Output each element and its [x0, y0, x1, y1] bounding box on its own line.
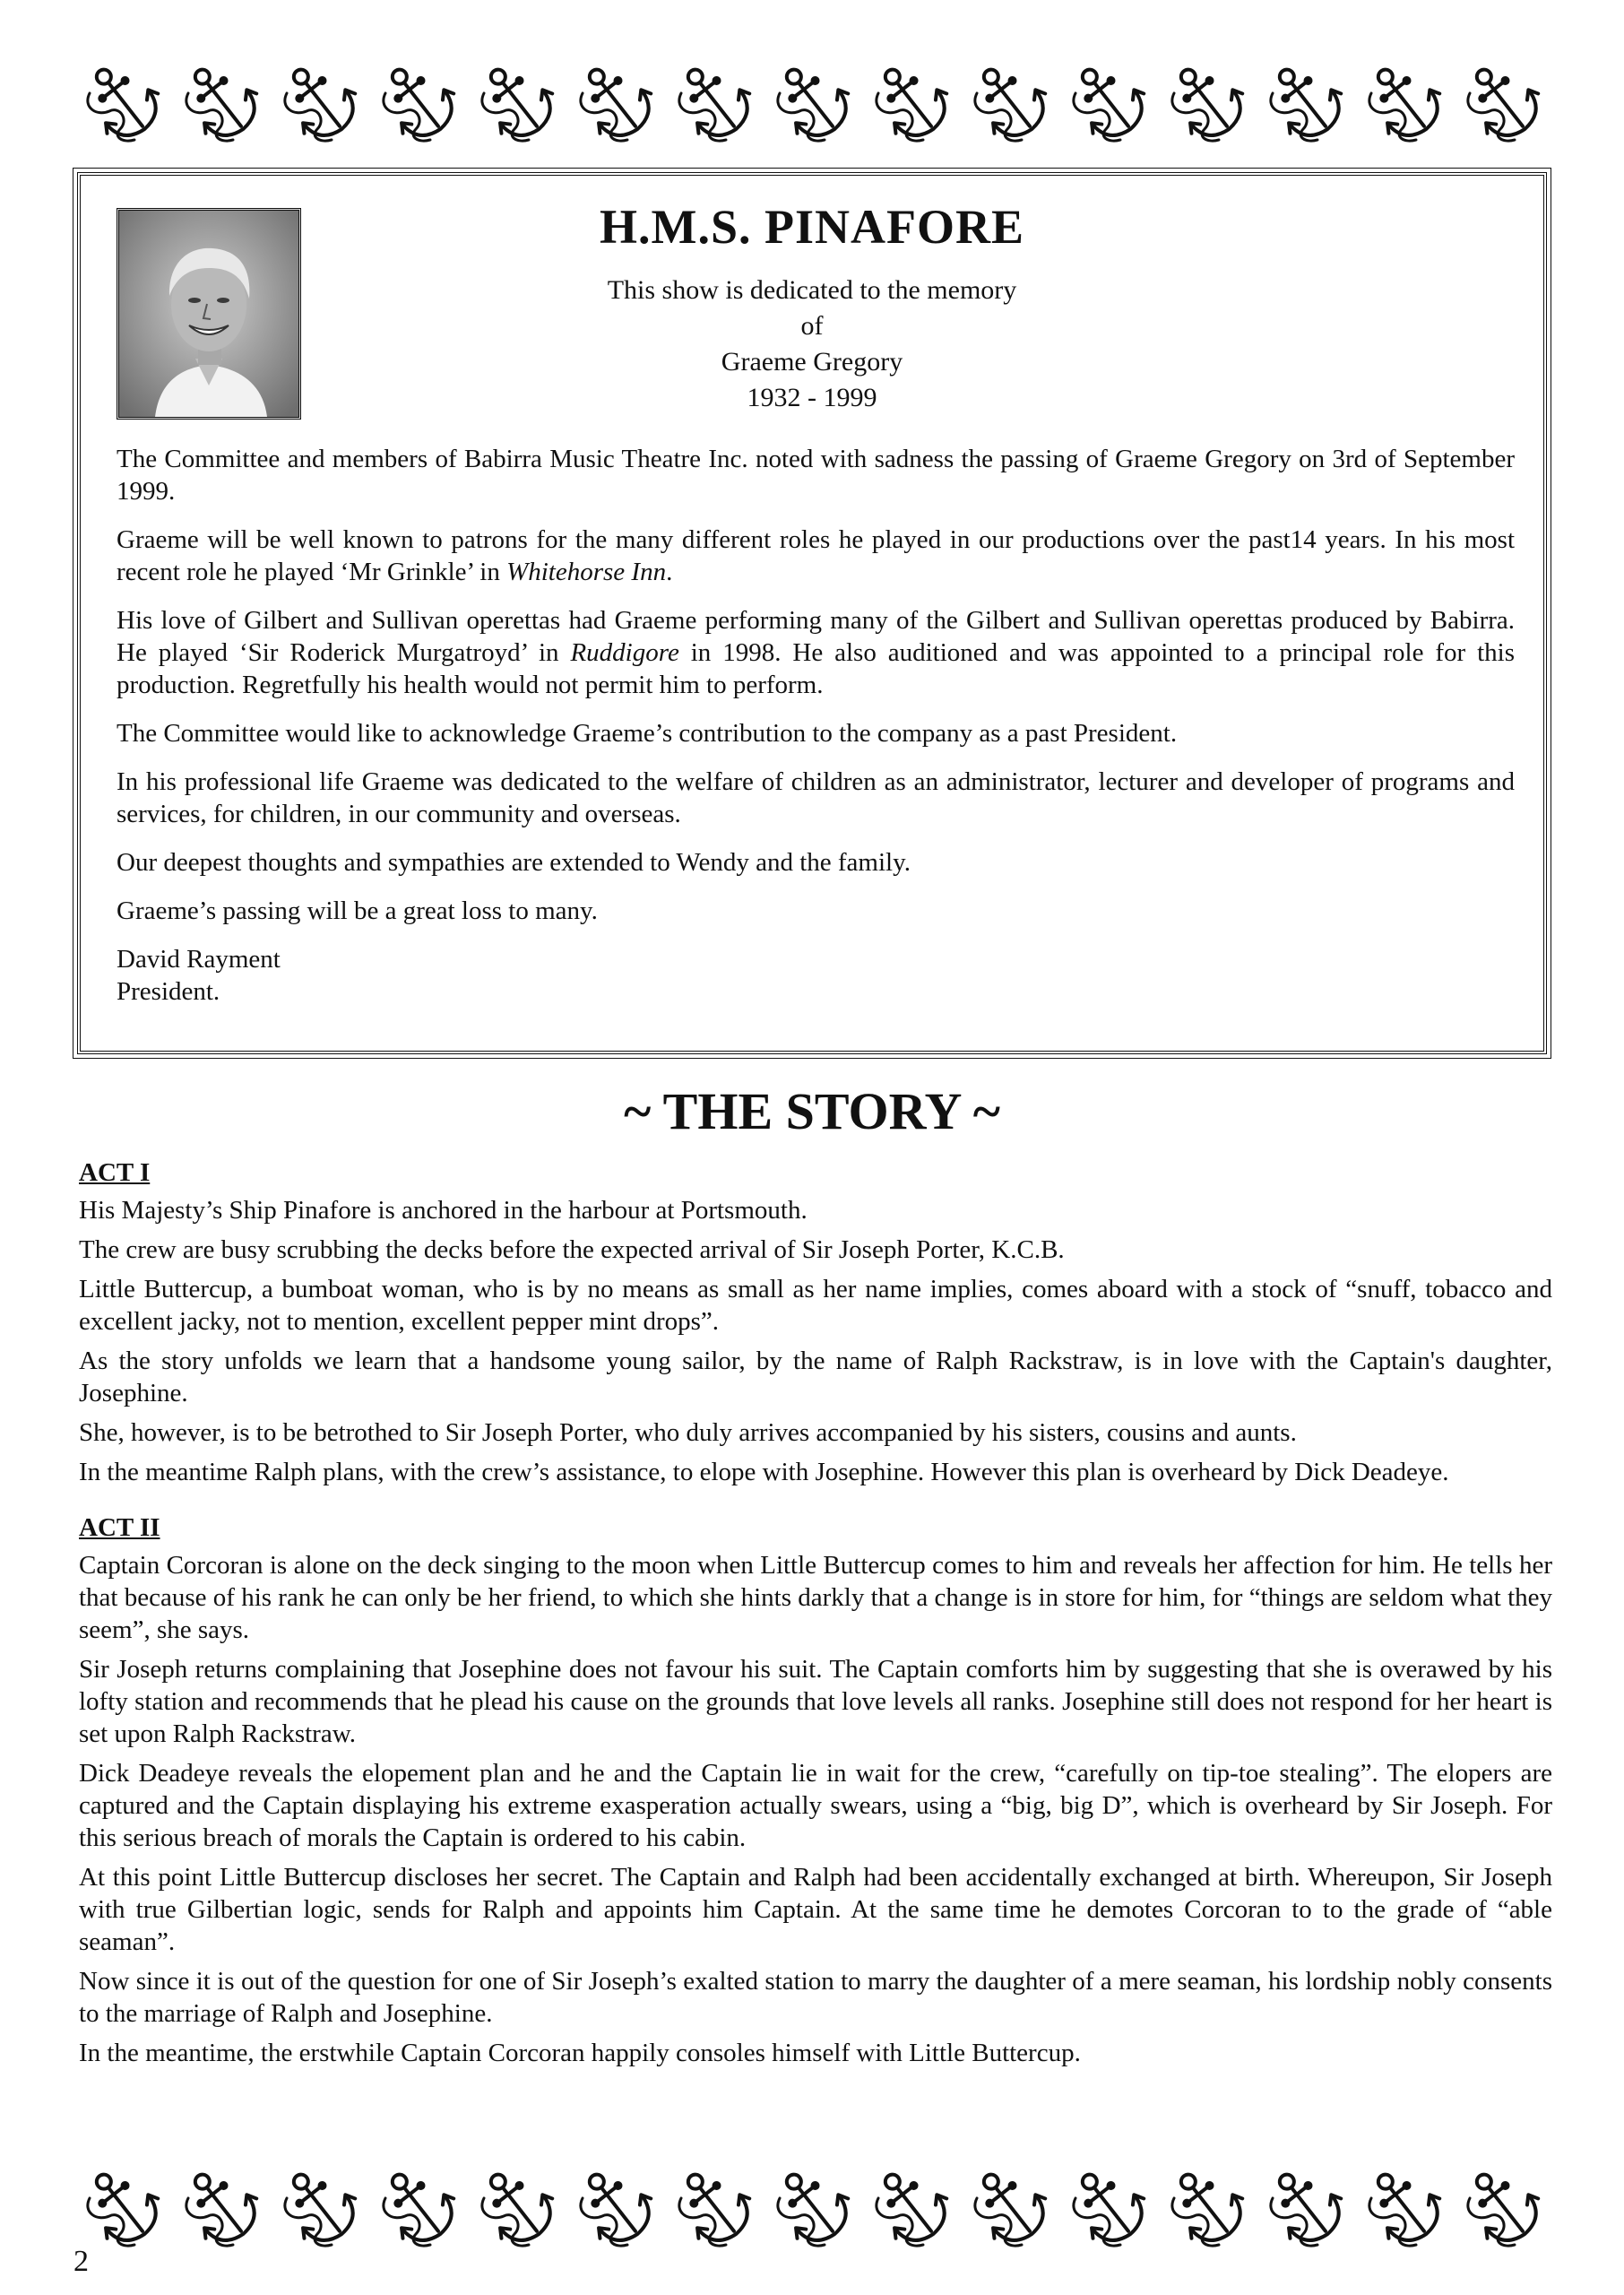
memorial-paragraph: The Committee and members of Babirra Music Theatre Inc. noted with sadness the passing of Graeme Gregory on 3rd of September 1999. [117, 445, 1515, 506]
memorial-paragraph: The Committee would like to acknowledge Graeme’s contribution to the company as a past President. [117, 719, 1178, 748]
story-paragraph: As the story unfolds we learn that a handsome young sailor, by the name of Ralph Rackstraw, is in love with the Captain's daughter, Josephine. [79, 1347, 1552, 1407]
anchor-icon [473, 57, 563, 147]
anchor-icon [375, 57, 464, 147]
dedicatee-name: Graeme Gregory [721, 347, 903, 377]
anchor-icon [868, 57, 957, 147]
page-number: 2 [73, 2245, 89, 2278]
memorial-paragraph: Graeme will be well known to patrons for the many different roles he played in our productions over the past14 years. In his most recent role he played ‘Mr Grinkle’ in Whitehorse Inn. [117, 525, 1515, 586]
dedication-line: This show is dedicated to the memory [607, 275, 1017, 305]
anchor-icon [375, 2162, 464, 2252]
top-anchor-border [79, 57, 1549, 147]
anchor-icon [966, 57, 1056, 147]
story-section [79, 1156, 1552, 2076]
story-paragraph: In the meantime Ralph plans, with the crew’s assistance, to elope with Josephine. However this plan is overheard by Dick Deadeye. [79, 1458, 1449, 1486]
anchor-icon [769, 57, 859, 147]
anchor-icon [276, 2162, 366, 2252]
memorial-box [77, 172, 1547, 1054]
story-paragraph: Dick Deadeye reveals the elopement plan and he and the Captain lie in wait for the crew, “carefully on tip-toe stealing”. The elopers are captured and the Captain displaying his extreme exasperation actually swears, using a “big, big D”, which is overheard by Sir Joseph. For this serious breach of morals the Captain is ordered to his cabin. [79, 1759, 1552, 1852]
anchor-icon [1065, 2162, 1154, 2252]
story-paragraph: Captain Corcoran is alone on the deck singing to the moon when Little Buttercup comes to him and reveals her affection for him. He tells her that because of his rank he can only be her friend, to which she hints darkly that a change is in store for him, for “things are seldom what they seem”, she says. [79, 1551, 1552, 1644]
work-title: Ruddigore [570, 638, 679, 667]
anchor-icon [1065, 57, 1154, 147]
anchor-icon [1361, 2162, 1450, 2252]
story-paragraph: She, however, is to be betrothed to Sir Joseph Porter, who duly arrives accompanied by his sisters, cousins and aunts. [79, 1418, 1297, 1447]
story-paragraph: Now since it is out of the question for one of Sir Joseph’s exalted station to marry the daughter of a mere seaman, his lordship nobly consents to the marriage of Ralph and Josephine. [79, 1967, 1552, 2028]
act-heading: ACT I [79, 1158, 151, 1187]
story-paragraph: The crew are busy scrubbing the decks before the expected arrival of Sir Joseph Porter, K.C.B. [79, 1235, 1065, 1264]
anchor-icon [1459, 57, 1549, 147]
anchor-icon [79, 57, 168, 147]
anchor-icon [1163, 57, 1253, 147]
anchor-icon [769, 2162, 859, 2252]
anchor-icon [1361, 57, 1450, 147]
anchor-icon [177, 2162, 267, 2252]
anchor-icon [473, 2162, 563, 2252]
anchor-icon [670, 57, 760, 147]
anchor-icon [572, 2162, 661, 2252]
anchor-icon [572, 57, 661, 147]
anchor-icon [868, 2162, 957, 2252]
anchor-icon [177, 57, 267, 147]
anchor-icon [79, 2162, 168, 2252]
story-paragraph: Little Buttercup, a bumboat woman, who is by no means as small as her name implies, comes aboard with a stock of “snuff, tobacco and excellent jacky, not to mention, excellent pepper mint drops”. [79, 1275, 1552, 1336]
anchor-icon [1262, 57, 1352, 147]
show-title: H.M.S. PINAFORE [600, 200, 1024, 254]
memorial-paragraph: His love of Gilbert and Sullivan operettas had Graeme performing many of the Gilbert and Sullivan operettas produced by Babirra. He played ‘Sir Roderick Murgatroyd’ in Ruddigore in 1998. He also auditioned and was appointed to a principal role for this production. Regretfully his health would not permit him to perform. [117, 606, 1515, 699]
dedicatee-years: 1932 - 1999 [747, 383, 877, 412]
anchor-icon [966, 2162, 1056, 2252]
dedication-line: of [800, 311, 824, 341]
anchor-icon [1262, 2162, 1352, 2252]
bottom-anchor-border [79, 2162, 1549, 2252]
story-heading: ~ THE STORY ~ [624, 1082, 1000, 1140]
anchor-icon [276, 57, 366, 147]
anchor-icon [1459, 2162, 1549, 2252]
signature [117, 943, 1515, 1008]
memorial-paragraph: In his professional life Graeme was dedicated to the welfare of children as an administrator, lecturer and developer of programs and services, for children, in our community and overseas. [117, 767, 1515, 828]
memorial-text [117, 443, 1515, 1008]
dedication [81, 273, 1543, 416]
anchor-icon [670, 2162, 760, 2252]
act-heading: ACT II [79, 1513, 160, 1542]
signatory-title: President. [117, 977, 220, 1006]
work-title: Whitehorse Inn [506, 558, 667, 586]
story-paragraph: His Majesty’s Ship Pinafore is anchored in the harbour at Portsmouth. [79, 1196, 808, 1225]
signatory-name: David Rayment [117, 945, 281, 974]
memorial-paragraph: Graeme’s passing will be a great loss to many. [117, 896, 598, 925]
anchor-icon [1163, 2162, 1253, 2252]
memorial-paragraph: Our deepest thoughts and sympathies are extended to Wendy and the family. [117, 848, 911, 877]
story-paragraph: In the meantime, the erstwhile Captain Corcoran happily consoles himself with Little Buttercup. [79, 2039, 1081, 2067]
story-paragraph: At this point Little Buttercup discloses her secret. The Captain and Ralph had been accidentally exchanged at birth. Whereupon, Sir Joseph with true Gilbertian logic, sends for Ralph and appoints him Captain. At the same time he demotes Corcoran to to the grade of “able seaman”. [79, 1863, 1552, 1956]
story-paragraph: Sir Joseph returns complaining that Josephine does not favour his suit. The Captain comforts him by suggesting that she is overawed by his lofty station and recommends that he plead his cause on the grounds that love levels all ranks. Josephine still does not respond for her heart is set upon Ralph Rackstraw. [79, 1655, 1552, 1748]
